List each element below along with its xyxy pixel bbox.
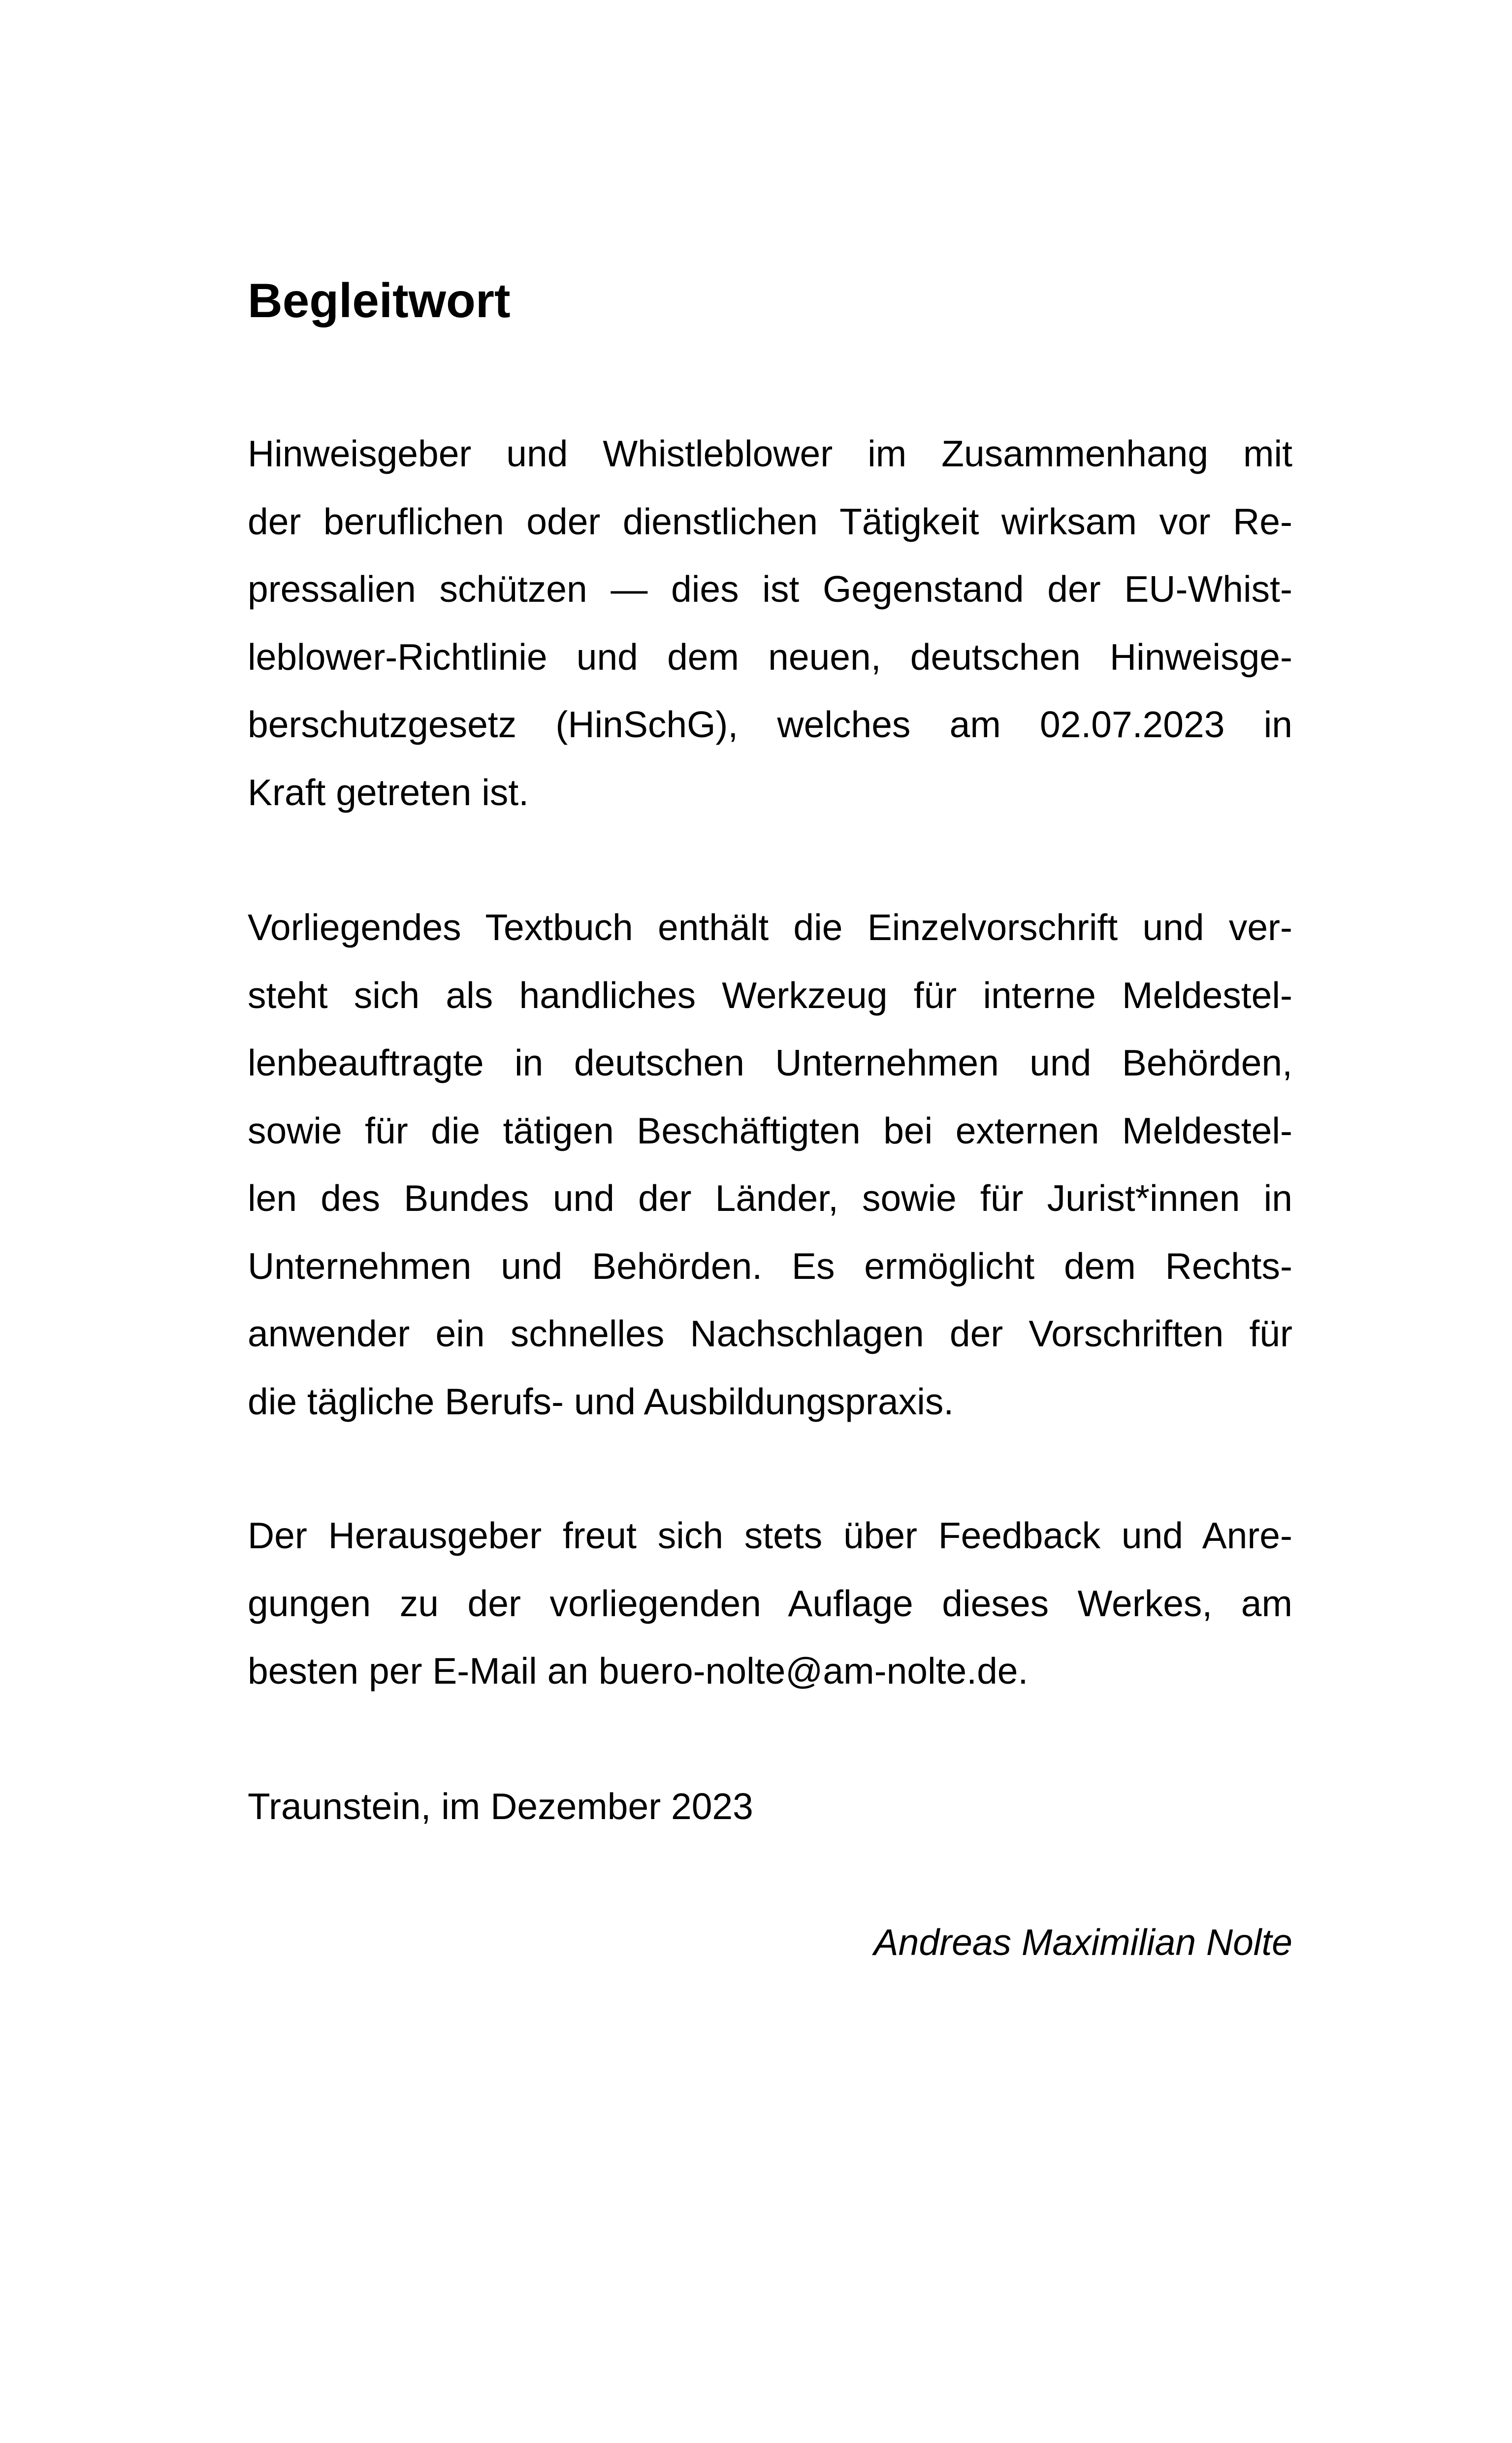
paragraph-purpose — [248, 894, 1292, 1435]
text-line: berschutzgesetz (HinSchG), welches am 02.07.2023 in — [248, 704, 1292, 745]
text-line: pressalien schützen — dies ist Gegenstand der EU-Whist- — [248, 568, 1292, 610]
text-line: anwender ein schnelles Nachschlagen der Vorschriften für — [248, 1313, 1292, 1354]
text-line: lenbeauftragte in deutschen Unternehmen und Behörden, — [248, 1042, 1292, 1083]
place-date: Traunstein, im Dezember 2023 — [248, 1786, 753, 1827]
text-line: der beruflichen oder dienstlichen Tätigkeit wirksam vor Re- — [248, 500, 1292, 542]
author-signature: Andreas Maximilian Nolte — [873, 1922, 1292, 1963]
text-line: Kraft getreten ist. — [248, 771, 529, 813]
text-line: leblower-Richtlinie und dem neuen, deutschen Hinweisge- — [248, 636, 1292, 678]
text-line: len des Bundes und der Länder, sowie für Jurist*innen in — [248, 1177, 1292, 1219]
paragraph-feedback — [248, 1502, 1292, 1705]
text-line: Hinweisgeber und Whistleblower im Zusammenhang mit — [248, 433, 1292, 474]
paragraph-intro — [248, 420, 1292, 826]
text-line: steht sich als handliches Werkzeug für interne Meldestel- — [248, 974, 1292, 1016]
text-line: Unternehmen und Behörden. Es ermöglicht dem Rechts- — [248, 1245, 1292, 1287]
text-line: Vorliegendes Textbuch enthält die Einzelvorschrift und ver- — [248, 907, 1292, 948]
text-line: besten per E-Mail an buero-nolte@am-nolte.de. — [248, 1650, 1029, 1692]
text-line: gungen zu der vorliegenden Auflage dieses Werkes, am — [248, 1582, 1292, 1624]
document-page — [248, 0, 1292, 2443]
text-line: sowie für die tätigen Beschäftigten bei externen Meldestel- — [248, 1109, 1292, 1151]
page-title: Begleitwort — [248, 273, 511, 327]
text-line: Der Herausgeber freut sich stets über Feedback und Anre- — [248, 1515, 1292, 1556]
text-line: die tägliche Berufs- und Ausbildungspraxis. — [248, 1380, 954, 1422]
